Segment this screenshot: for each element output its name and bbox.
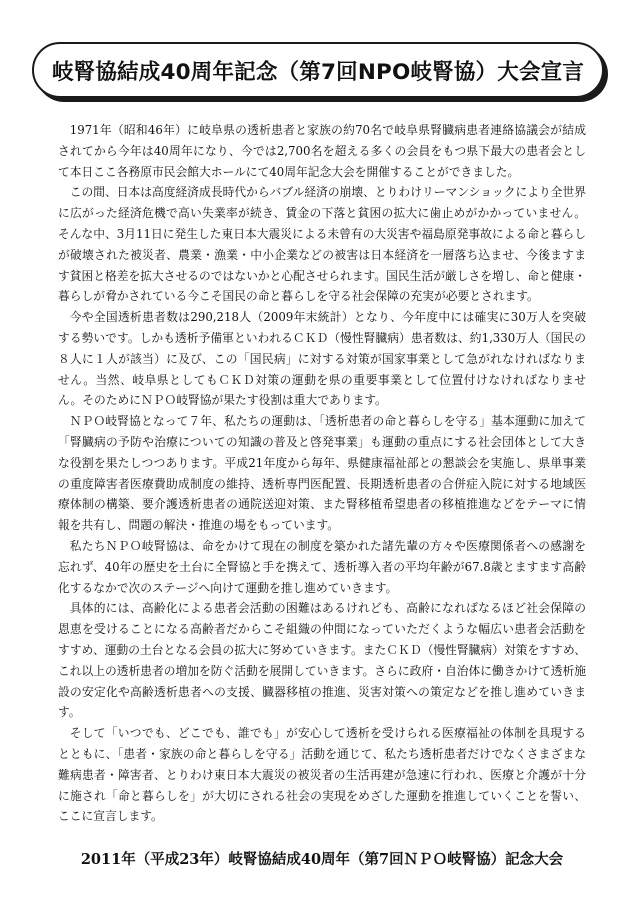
paragraph-1: 1971年（昭和46年）に岐阜県の透析患者と家族の約70名で岐阜県腎臓病患者連絡協議会が結成されてから今年は40周年になり、今では2,700名を超える多くの会員をもつ県下最大の患者会として本日ここ各務原市民会館大ホールにて40周年記念大会を開催することができました。 — [58, 123, 586, 179]
declaration-body — [58, 120, 586, 827]
paragraph-4: ＮＰＯ岐腎協となって７年、私たちの運動は、「透析患者の命と暮らしを守る」基本運動に加えて「腎臓病の予防や治療についての知識の普及と啓発事業」も運動の重点にする社会団体として大きな役割を果たしつつあります。平成21年度から毎年、県健康福祉部との懇談会を実施し、県単事業の重度障害者医療費助成制度の維持、透析専門医配置、長期透析患者の合併症入院に対する地域医療体制の構築、要介護透析患者の通院送迎対策、また腎移植希望患者の移植推進などをテーマに情報を共有し、問題の解決・推進の場をもっています。 — [58, 414, 586, 533]
event-footer: 2011年（平成23年）岐腎協結成40周年（第7回ＮＰＯ岐腎協）記念大会 — [80, 851, 564, 868]
paragraph-3: 今や全国透析患者数は290,218人（2009年末統計）となり、今年度中には確実に30万人を突破する勢いです。しかも透析予備軍といわれるＣＫＤ（慢性腎臓病）患者数は、約1,330万人（国民の８人に１人が該当）に及び、この「国民病」に対する対策が国家事業として急がれなければなりません。当然、岐阜県としてもＣＫＤ対策の運動を県の重要事業として位置付けなければなりません。そのためにＮＰＯ岐腎協が果たす役割は重大であります。 — [58, 310, 586, 408]
document-title: 岐腎協結成40周年記念（第7回NPO岐腎協）大会宣言 — [51, 59, 585, 85]
paragraph-5: 私たちＮＰＯ岐腎協は、命をかけて現在の制度を築かれた諸先輩の方々や医療関係者への感謝を忘れず、40年の歴史を土台に全腎協と手を携えて、透析導入者の平均年齢が67.8歳とますます高齢化するなかで次のステージへ向けて運動を推し進めていきます。 — [58, 538, 586, 595]
paragraph-6: 具体的には、高齢化による患者会活動の困難はあるけれども、高齢になればなるほど社会保障の恩恵を受けることになる高齢者だからこそ組織の仲間になっていただくような幅広い患者会活動をすすめ、運動の土台となる会員の拡大に努めていきます。またＣＫＤ（慢性腎臓病）対策をすすめ、これ以上の透析患者の増加を防ぐ活動を展開していきます。さらに政府・自治体に働きかけて透析施設の安定化や高齢透析患者への支援、臓器移植の推進、災害対策への策定などを推し進めていきます。 — [58, 601, 586, 720]
paragraph-2: この間、日本は高度経済成長時代からバブル経済の崩壊、とりわけリーマンショックにより全世界に広がった経済危機で高い失業率が続き、賃金の下落と貧困の拡大に歯止めがかかっていません。そんな中、3月11日に発生した東日本大震災による未曾有の大災害や福島原発事故による命と暮らしが破壊された被災者、農業・漁業・中小企業などの被害は日本経済を一層落ち込ませ、今後ますます貧困と格差を拡大させるのではないかと心配させられます。国民生活が厳しさを増し、命と健康・暮らしが脅かされている今こそ国民の命と暮らしを守る社会保障の充実が必要とされます。 — [58, 185, 586, 304]
paragraph-7: そして「いつでも、どこでも、誰でも」が安心して透析を受けられる医療福祉の体制を具現するとともに、「患者・家族の命と暮らしを守る」活動を通じて、私たち透析患者だけでなくさまざまな難病患者・障害者、とりわけ東日本大震災の被災者の生活再建が急速に行われ、医療と介護が十分に施され「命と暮らしを」が大切にされる社会の実現をめざした運動を推進していくことを誓い、ここに宣言します。 — [58, 726, 586, 824]
title-banner — [32, 42, 604, 98]
